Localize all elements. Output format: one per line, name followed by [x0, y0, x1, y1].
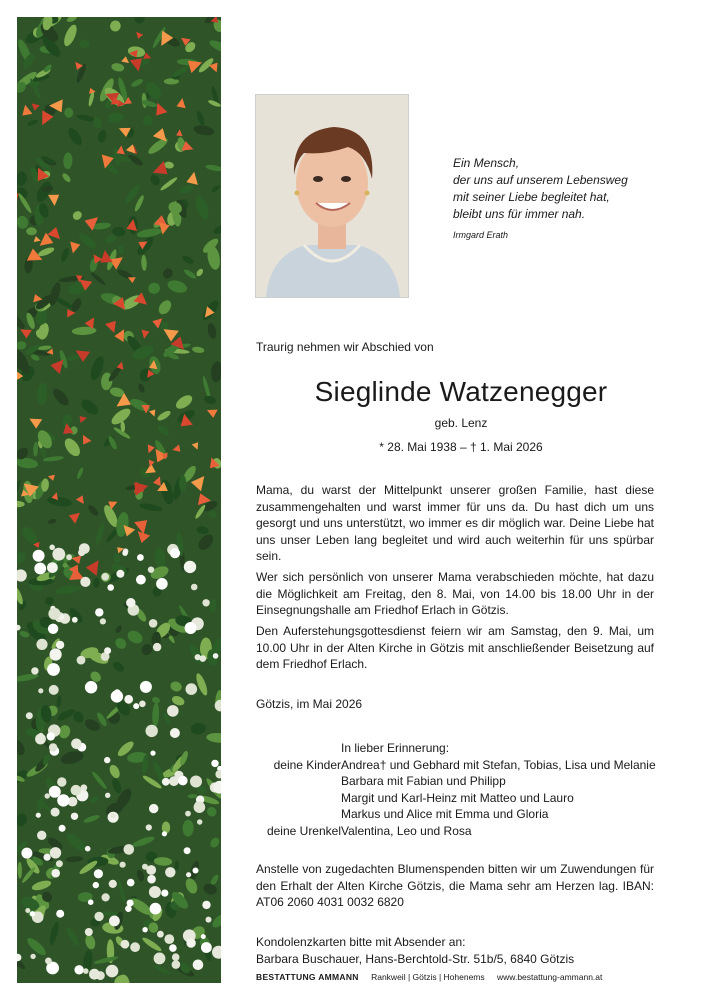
mourners-label [256, 773, 341, 790]
mourners-names: Markus und Alice mit Emma und Gloria [341, 807, 549, 822]
condolence-line: Kondolenzkarten bitte mit Absender an: [256, 935, 466, 949]
quote-author: Irmgard Erath [453, 230, 509, 240]
quote-line: Ein Mensch, [453, 156, 520, 170]
mourners-heading-row [256, 740, 656, 757]
service-paragraph: Den Auferstehungsgottesdienst feiern wir am Samstag, den 9. Mai, um 10.00 Uhr in der Alten Kirche in Götzis mit anschließender Beisetzung auf dem Friedhof Erlach. [256, 624, 654, 671]
portrait-illustration [256, 95, 408, 297]
quote-line: bleibt uns für immer nah. [453, 207, 586, 221]
place-date: Götzis, im Mai 2026 [256, 697, 363, 711]
flower-image-strip [17, 17, 221, 983]
mourners-row [256, 823, 656, 840]
mourners-names: Andrea† und Gebhard mit Stefan, Tobias, Lisa und Melanie [341, 757, 656, 772]
condolence-address: Barbara Buschauer, Hans-Berchtold-Str. 51b/5, 6840 Götzis [256, 952, 575, 966]
tribute-paragraph: Mama, du warst der Mittelpunkt unserer großen Familie, hast diese zusammengehalten und warst immer für uns da. Du hast dich um uns gesorgt und uns unterstützt, wo immer es dir möglich war. Deine Liebe hat uns unser Leben lang begleitet und wird auch weiterhin für uns spürbar sein. [256, 483, 654, 563]
footer [256, 972, 602, 982]
mourners-names: Margit und Karl-Heinz mit Matteo und Lauro [341, 790, 574, 805]
footer-website[interactable]: www.bestattung-ammann.at [497, 972, 603, 982]
mourners-names: Barbara mit Fabian und Philipp [341, 774, 506, 789]
memorial-quote [453, 155, 673, 241]
intro-text: Traurig nehmen wir Abschied von [256, 340, 434, 354]
mourners-names: Valentina, Leo und Rosa [341, 823, 472, 838]
quote-line: mit seiner Liebe begleitet hat, [453, 190, 610, 204]
portrait-photo [255, 94, 409, 298]
brand-name: AMMANN [318, 972, 359, 982]
mourners-row [256, 806, 656, 823]
donation-paragraph: Anstelle von zugedachten Blumenspenden bitten wir um Zuwendungen für den Erhalt der Alten Kirche Götzis, die Mama sehr am Herzen lag. IBAN: AT06 2060 4031 0032 6820 [256, 862, 654, 909]
flower-illustration [17, 17, 221, 983]
deceased-name: Sieglinde Watzenegger [314, 376, 608, 407]
mourners-row [256, 790, 656, 807]
mourners-label: deine Kinder [273, 757, 341, 772]
mourners-heading: In lieber Erinnerung: [341, 741, 450, 755]
mourners-row [256, 757, 656, 774]
brand-prefix: BESTATTUNG [256, 972, 316, 982]
mourners-label [256, 806, 341, 823]
birth-name: geb. Lenz [434, 416, 488, 430]
mourners-list [256, 740, 656, 840]
condolence-info [256, 934, 574, 968]
quote-line: der uns auf unserem Lebensweg [453, 173, 628, 187]
life-dates: * 28. Mai 1938 – † 1. Mai 2026 [379, 440, 543, 454]
mourners-row [256, 773, 656, 790]
footer-locations: Rankweil | Götzis | Hohenems [371, 972, 485, 982]
mourners-label [256, 790, 341, 807]
mourners-label [256, 740, 341, 757]
mourners-label: deine Urenkel [266, 823, 341, 838]
viewing-paragraph: Wer sich persönlich von unserer Mama verabschieden möchte, hat dazu die Möglichkeit am Freitag, den 8. Mai, von 14.00 bis 18.00 Uhr in der Einsegnungshalle am Friedhof Erlach in Götzis. [256, 570, 654, 617]
